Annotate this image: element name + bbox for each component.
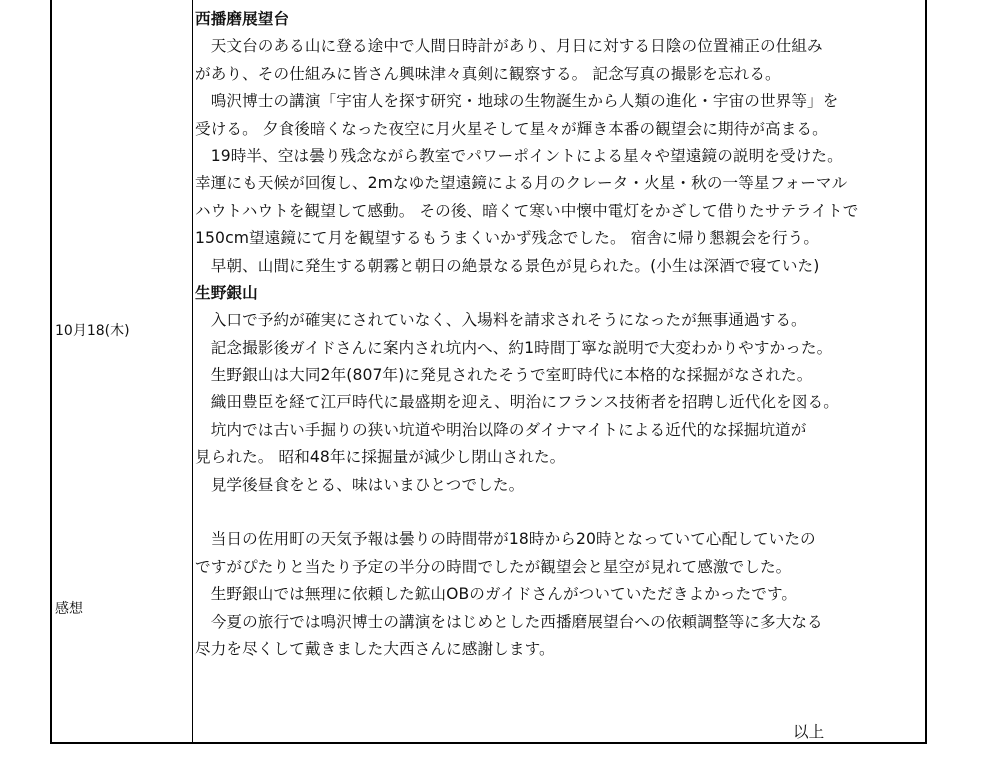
text-line: 生野銀山は大同2年(807年)に発見されたそうで室町時代に本格的な採掘がなされた。 (195, 366, 813, 385)
text-line: 受ける。 夕食後暗くなった夜空に月火星そして星々が輝き本番の観望会に期待が高まる。 (195, 119, 828, 138)
section-title-nishiharima: 西播磨展望台 (195, 10, 290, 28)
text-line: ですがぴたりと当たり予定の半分の時間でしたが観望会と星空が見れて感激でした。 (195, 557, 792, 576)
text-line: 生野銀山では無理に依頼した鉱山OBのガイドさんがついていただきよかったです。 (195, 585, 798, 604)
text-line: 今夏の旅行では鳴沢博士の講演をはじめとした西播磨展望台への依頼調整等に多大なる (195, 612, 823, 631)
text-line: 幸運にも天候が回復し、2mなゆた望遠鏡による月のクレータ・火星・秋の一等星フォーマル (195, 174, 848, 193)
column-divider (192, 0, 193, 744)
text-line: 記念撮影後ガイドさんに案内され坑内へ、約1時間丁寧な説明で大変わかりやすかった。 (195, 338, 833, 357)
section-title-ikuno: 生野銀山 (195, 283, 258, 302)
date-label: 10月18(木) (55, 323, 130, 339)
nishiharima-paragraph (195, 33, 915, 280)
text-line: があり、その仕組みに皆さん興味津々真剣に観察する。 記念写真の撮影を忘れる。 (195, 64, 781, 83)
text-line: 尽力を尽くして戴きました大西さんに感謝します。 (195, 639, 555, 658)
text-line: 見学後昼食をとる、味はいまひとつでした。 (195, 475, 525, 494)
closing-mark: 以上 (793, 723, 825, 741)
impression-paragraph (195, 526, 915, 663)
ikuno-paragraph (195, 307, 915, 499)
text-line: 天文台のある山に登る途中で人間日時計があり、月日に対する日陰の位置補正の仕組み (195, 37, 823, 56)
text-line: 織田豊臣を経て江戸時代に最盛期を迎え、明治にフランス技術者を招聘し近代化を図る。 (195, 393, 839, 412)
text-line: 入口で予約が確実にされていなく、入場料を請求されそうになったが無事通過する。 (195, 311, 807, 330)
report-body (195, 6, 915, 663)
text-line: 19時半、空は曇り残念ながら教室でパワーポイントによる星々や望遠鏡の説明を受けた。 (195, 146, 843, 165)
blank-line (195, 499, 915, 526)
text-line: 坑内では古い手掘りの狭い坑道や明治以降のダイナマイトによる近代的な採掘坑道が (195, 420, 807, 439)
impression-label: 感想 (55, 601, 83, 617)
text-line: 早朝、山間に発生する朝霧と朝日の絶景なる景色が見られた。(小生は深酒で寝ていた) (195, 256, 820, 275)
text-line: 見られた。 昭和48年に採掘量が減少し閉山された。 (195, 448, 566, 467)
text-line: 150cm望遠鏡にて月を観望するもうまくいかず残念でした。 宿舎に帰り懇親会を行う。 (195, 229, 820, 248)
text-line: 鳴沢博士の講演「宇宙人を探す研究・地球の生物誕生から人類の進化・宇宙の世界等」を (195, 92, 839, 111)
text-line: ハウトハウトを観望して感動。 その後、暗くて寒い中懐中電灯をかざして借りたサテライトで (195, 201, 859, 220)
text-line: 当日の佐用町の天気予報は曇りの時間帯が18時から20時となっていて心配していたの (195, 530, 816, 549)
